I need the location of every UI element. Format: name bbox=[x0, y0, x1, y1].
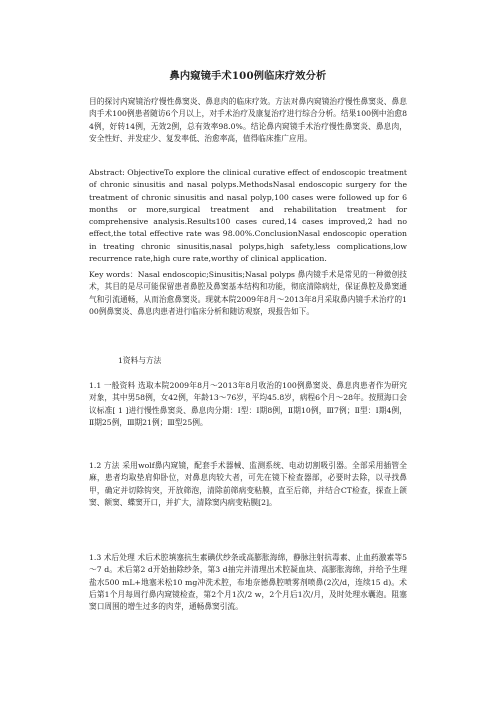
keywords-introduction: Key words：Nasal endoscopic;Sinusitis;Nasal polyps 鼻内镜手术是常见的一种微创技术，其目的是尽可能保留患者鼻腔及鼻窦基本结构和功能，彻底清除病灶，保证鼻腔及鼻窦通气和引流通畅，从而治愈鼻窦炎。现就本院2009年8月～2013年8月采取鼻内镜手术治疗的100例鼻窦炎、鼻息肉患者进行临床分析和随访观察，现报告如下。 bbox=[89, 270, 407, 316]
section-1-2-methods: 1.2 方法 采用wolf鼻内窥镜，配套手术器械、监测系统、电动切割吸引器。全部采用插管全麻，患者均取垫肩仰卧位，对鼻息肉较大者，可先在镜下检查器部，必要时去除，以寻找鼻甲，确定并切除钩突，开放筛泡，清除前筛病变粘膜，直至后筛，并结合CT检查，探查上颌窦、额窦、蝶窦开口，并扩大，清除窦内病变粘膜[2]。 bbox=[89, 461, 407, 507]
abstract-english: Abstract: ObjectiveTo explore the clinical curative effect of endoscopic treatment of chronic sinusitis and nasal polyps.MethodsNasal endoscopic surgery for the treatment of chronic sinusitis and nasal polyp,100 cases were followed up for 6 months or more,surgical treatment and rehabilitation treatment for comprehensive analysis.Results100 cases cured,14 cases improved,2 had no effect,the total effective rate was 98.00%.ConclusionNasal endoscopic operation in treating chronic sinusitis,nasal polyps,high safety,less complications,low recurrence rate,high cure rate,worthy of clinical application. bbox=[89, 168, 407, 264]
abstract-chinese: 目的探讨内窥镜治疗慢性鼻窦炎、鼻息肉的临床疗效。方法对鼻内窥镜治疗慢性鼻窦炎、鼻息肉手术100例患者随访6个月以上，对手术治疗及康复治疗进行综合分析。结果100例中治愈84例，好转14例，无效2例，总有效率98.0%。结论鼻内窥镜手术治疗慢性鼻窦炎、鼻息肉，安全性好、并发症少、复发率低、治愈率高，值得临床推广应用。 bbox=[89, 97, 407, 143]
section-1-1-general-data: 1.1 一般资料 选取本院2009年8月～2013年8月收治的100例鼻窦炎、鼻息肉患者作为研究对象，其中男58例，女42例，年龄13～76岁，平均45.8岁，病程6个月～28年。按照海口会议标准[ 1 ]进行慢性鼻窦炎、鼻息肉分期：Ⅰ型：Ⅰ期8例，Ⅱ期10例，Ⅲ7例；Ⅱ型：Ⅰ期4例，Ⅱ期25例，Ⅲ期21例；Ⅲ型25例。 bbox=[89, 381, 407, 427]
paper-title: 鼻内窥镜手术100例临床疗效分析 bbox=[169, 70, 327, 82]
section-heading-materials-methods: 1资料与方法 bbox=[118, 356, 162, 365]
section-1-3-postoperative-care: 1.3 术后处理 术后术腔填塞抗生素碘伏纱条或高膨胀海绵，静脉注射抗毒素、止血药激素等5～7 d。术后第2 d开始抽除纱条，第3 d抽完并清理出术腔凝血块、高膨胀海绵，并给予生理盐水500 mL+地塞米松10 mg冲洗术腔，布地奈德鼻腔喷雾剂喷鼻(2次/d，连续15 d)。术后第1个月每周行鼻内窥镜检查，第2个月1次/2 w，2个月后1次/月，及时处理水囊泡。阻塞窦口周围的增生过多的肉芽，通畅鼻窦引流。 bbox=[89, 553, 407, 612]
